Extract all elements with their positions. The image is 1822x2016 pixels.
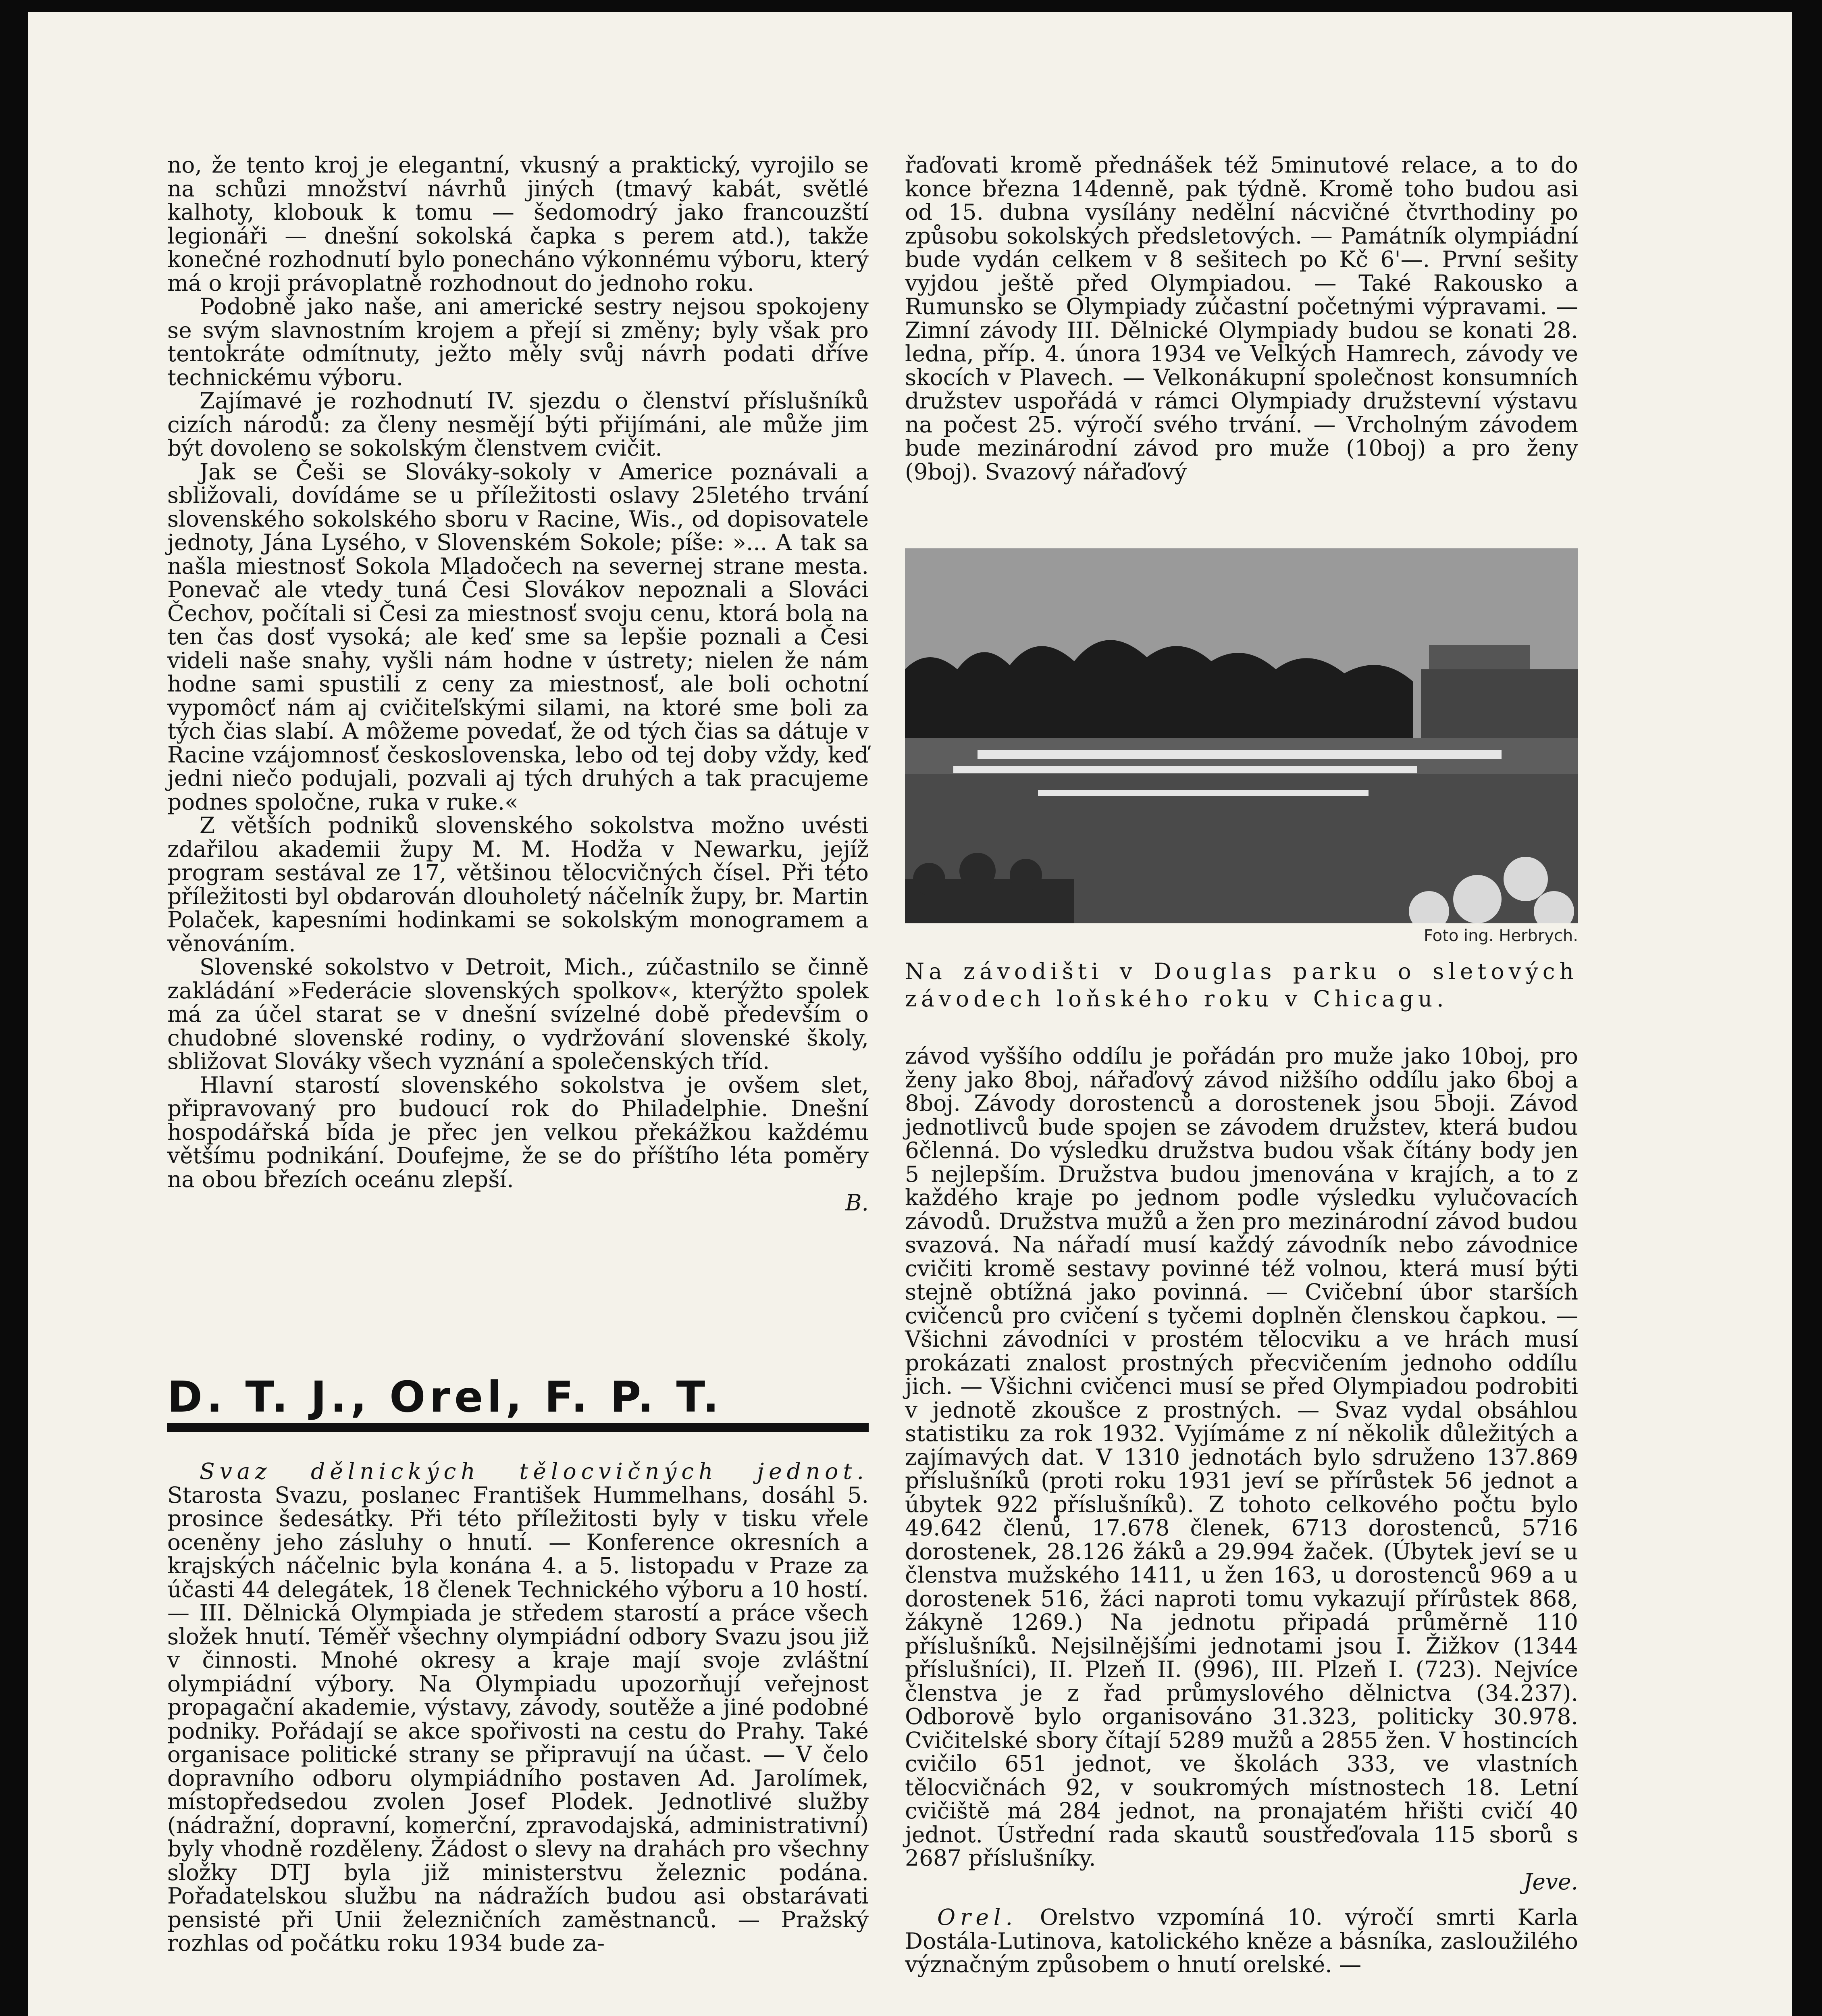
paragraph: Hlavní starostí slovenského sokolstva je ovšem slet, připravovaný pro budoucí rok do Philadelphie. Dnešní hospodářská bída je přec jen velkou překážkou každému většímu podnikání. Doufejme, že se do příštího léta poměry na obou březích oceánu zlepší. [167, 1072, 869, 1192]
paragraph: no, že tento kroj je elegantní, vkusný a praktický, vyrojilo se na schůzi množství návrhů jiných (tmavý kabát, světlé kalhoty, klobouk k tomu — šedomodrý jako francouzští legionáři — dnešní sokolská čapka s perem atd.), takže konečné rozhodnutí bylo ponecháno výkonnému výboru, který má o kroji právoplatně rozhodnout do jednoho roku. [167, 152, 869, 296]
photo-caption: Na závodišti v Douglas parku o sletových závodech loňského roku v Chicagu. [905, 958, 1578, 1012]
page [28, 12, 1792, 2016]
section-heading: D. T. J., Orel, F. P. T. [167, 1372, 723, 1422]
athletes-field-photo [905, 548, 1578, 923]
photo-illustration [905, 548, 1578, 923]
paragraph: Jak se Češi se Slováky-sokoly v Americe poznávali a sbližovali, dovídáme se u příležitosti oslavy 25letého trvání slovenského sokolského sboru v Racine, Wis., od dopisovatele jednoty, Jána Lysého, v Slovenském Sokole; píše: »... A tak sa našla miestnosť Sokola Mladočech na severnej strane mesta. Ponevač ale vtedy tuná Česi Slovákov nepoznali a Slováci Čechov, počítali si Česi za miestnosť svoju cenu, ktorá bola na ten čas dosť vysoká; ale keď sme sa lepšie poznali a Česi videli naše snahy, vyšli nám hodne v ústrety; nielen že nám hodne sami spustili z ceny za miestnosť, ale boli ochotní vypomôcť nám aj cvičiteľskými silami, na ktoré sme boli za tých čias slabí. A môžeme povedať, že od tých čias sa dátuje v Racine vzájomnosť československa, lebo od tej doby vždy, keď jedni niečo podujali, pozvali aj tých druhých a tak pracujeme podnes spoločne, ruka v ruke.« [167, 458, 869, 815]
signature: Jeve. [1523, 1868, 1578, 1895]
paragraph: Slovenské sokolstvo v Detroit, Mich., zúčastnilo se činně zakládání »Federácie slovenských spolkov«, kterýžto spolek má za účel starat se v dnešní svízelné době především o chudobné slovenské rodiny, o vydržování slovenské školy, sbližovat Slováky všech vyznání a společenských tříd. [167, 954, 869, 1074]
section-lead: Orel. [937, 1904, 1018, 1930]
heading-rule [167, 1423, 869, 1432]
paragraph: závod vyššího oddílu je pořádán pro muže jako 10boj, pro ženy jako 8boj, nářaďový závod nižšího oddílu jako 6boj a 8boj. Závody dorostenců a dorostenek jsou 5boji. Závod jednotlivců bude spojen se závodem družstev, která budou 6členná. Do výsledku družstva budou však čítány body jen 5 nejlepším. Družstva budou jmenována v krajích, a to z každého kraje po jednom podle výsledku vylučovacích závodů. Družstva mužů a žen pro mezinárodní závod budou svazová. Na nářadí musí každý závodník nebo závodnice cvičiti kromě sestavy povinné též volnou, která musí býti stejně obtížná jako povinná. — Cvičební úbor starších cvičenců pro cvičení s tyčemi doplněn členskou čapkou. — Všichni závodníci v prostém tělocviku a ve hrách musí prokázati znalost prostných přecvičením jednoho oddílu jich. — Všichni cvičenci musí se před Olympiadou podrobiti v jednotě zkoušce z prostných. — Svaz vydal obsáhlou statistiku za rok 1932. Vyjímáme z ní několik důležitých a zajímavých dat. V 1310 jednotách bylo sdruženo 137.869 příslušníků (proti roku 1931 jeví se přírůstek 56 jednot a úbytek 922 příslušníků). Z tohoto celkového počtu bylo 49.642 členů, 17.678 členek, 6713 dorostenců, 5716 dorostenek, 28.126 žáků a 29.994 žaček. (Úbytek jeví se u členstva mužského 1411, u žen 163, u dorostenců 969 a u dorostenek 516, žáci naproti tomu vykazují přírůstek 868, žákyně 1269.) Na jednotu připadá průměrně 110 příslušníků. Nejsilnějšími jednotami jsou I. Žižkov (1344 příslušníci), II. Plzeň II. (996), III. Plzeň I. (723). Nejvíce členstva je z řad průmyslového dělnictva (34.237). Odborově bylo organisováno 31.323, politicky 30.978. Cvičitelské sbory čítají 5289 mužů a 2855 žen. V hostincích cvičilo 651 jednot, ve školách 333, ve vlastních tělocvičnách 92, v soukromých místnostech 18. Letní cvičiště má 284 jednot, na pronajatém hřišti cvičí 40 jednot. Ústřední rada skautů soustřeďovala 115 sborů s 2687 příslušníky. [905, 1043, 1578, 1871]
paragraph: řaďovati kromě přednášek též 5minutové relace, a to do konce března 14denně, pak týdně. Kromě toho budou asi od 15. dubna vysílány nedělní nácvičné čtvrthodiny po způsobu sokolských předsletových. — Památník olympiádní bude vydán celkem v 8 sešitech po Kč 6'—. První sešity vyjdou ještě před Olympiadou. — Také Rakousko a Rumunsko se Olympiady zúčastní početnými výpravami. — Zimní závody III. Dělnické Olympiady budou se konati 28. ledna, příp. 4. února 1934 ve Velkých Hamrech, závody ve skocích v Plavech. — Velkonákupní společnost konsumních družstev uspořádá v rámci Olympiady družstevní výstavu na počest 25. výročí svého trvání. — Vrcholným závodem bude mezinárodní závod pro muže (10boj) a pro ženy (9boj). Svazový nářaďový [905, 152, 1578, 485]
paragraph: Starosta Svazu, poslanec František Hummelhans, dosáhl 5. prosince šedesátky. Při této příležitosti byly v tisku vřele oceněny jeho zásluhy o hnutí. — Konference okresních a krajských náčelnic byla konána 4. a 5. listopadu v Praze za účasti 44 delegátek, 18 členek Technického výboru a 10 hostí. — III. Dělnická Olympiada je středem starostí a práce všech složek hnutí. Téměř všechny olympiádní odbory Svazu jsou již v činnosti. Mnohé okresy a kraje mají svoje zvláštní olympiádní výbory. Na Olympiadu upozorňují veřejnost propagační akademie, výstavy, závody, soutěže a jiné podobné podniky. Pořádají se akce spořivosti na cestu do Prahy. Také organisace politické strany se připravují na účast. — V čelo dopravního odboru olympiádního postaven Ad. Jarolímek, místopředsedou zvolen Josef Plodek. Jednotlivé služby (nádražní, dopravní, komerční, zpravodajská, administrativní) byly vhodně rozděleny. Žádost o slevy na drahách pro všechny složky DTJ byla již ministerstvu železnic podána. Pořadatelskou službu na nádražích budou asi obstarávati pensisté při Unii železničních zaměstnanců. — Pražský rozhlas od počátku roku 1934 bude za- [167, 1482, 869, 1956]
signature: B. [845, 1190, 869, 1216]
paragraph: Zajímavé je rozhodnutí IV. sjezdu o členství příslušníků cizích národů: za členy nesmějí býti přijímáni, ale může jim být dovoleno se sokolským členstvem cvičit. [167, 388, 869, 461]
right-bottom-column [905, 1044, 1578, 1976]
section-lead: Svaz dělnických tělocvičných jednot. [200, 1458, 869, 1484]
right-top-column [905, 153, 1578, 483]
paragraph: Z větších podniků slovenského sokolstva možno uvésti zdařilou akademii župy M. M. Hodža v Newarku, jejíž program sestával ze 17, většinou tělocvičných čísel. Při této příležitosti byl obdarován dlouholetý náčelník župy, br. Martin Polaček, kapesními hodinkami se sokolským monogramem a věnováním. [167, 812, 869, 956]
paragraph: Podobně jako naše, ani americké sestry nejsou spokojeny se svým slavnostním krojem a přejí si změny; byly však pro tentokráte odmítnuty, ježto měly svůj návrh podati dříve technickému výboru. [167, 294, 869, 390]
left-column [167, 153, 869, 1215]
paragraph: Orelstvo vzpomíná 10. výročí smrti Karla Dostála-Lutinova, katolického kněze a básníka, zasloužilého význačným způsobem o hnutí orelské. — [905, 1904, 1578, 1977]
lower-left-column [167, 1460, 869, 1955]
photo-credit: Foto ing. Herbrych. [1424, 927, 1578, 945]
